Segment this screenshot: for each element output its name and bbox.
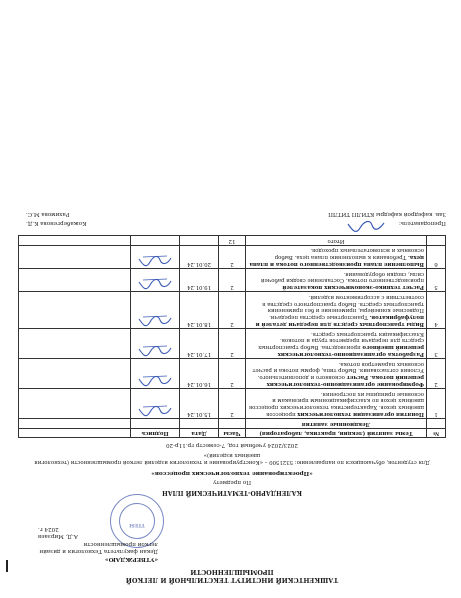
row-title: Формирование организационно-технологических решений потока. Расчет	[266, 374, 424, 387]
head-label: Зав. кафедрой кафедры КТИЛП ТИТЛП	[328, 210, 446, 217]
row-hours: 2	[219, 268, 246, 291]
approval-title: «УТВЕРЖДАЮ»	[105, 556, 158, 562]
row-num: 2	[427, 358, 446, 388]
row-topic	[246, 388, 427, 418]
total-row	[19, 235, 446, 245]
row-note	[19, 358, 131, 388]
row-body: процессов швейных цехов. Характеристика технологических процессов швейных цехов по классификационным признакам и основные принципы их построения.	[249, 390, 424, 417]
row-hours: 2	[219, 245, 246, 268]
col-topic: Темы занятий (лекции, практика, лаборатория)	[246, 428, 427, 438]
row-date: 17.01.24	[180, 328, 219, 358]
row-signature	[131, 245, 180, 268]
row-hours: 2	[219, 388, 246, 418]
col-sign: Подпись	[131, 428, 180, 438]
rotated-document	[18, 4, 446, 588]
subject-name: «Проектирование технологических процессов»	[151, 469, 313, 476]
col-hours: Часы	[219, 428, 246, 438]
approval-date: 2024 г.	[38, 525, 59, 532]
section-row	[19, 418, 446, 428]
row-note	[19, 292, 131, 329]
row-note	[19, 245, 131, 268]
row-note	[19, 328, 131, 358]
approval-area	[18, 500, 446, 562]
row-date: 18.01.24	[180, 292, 219, 329]
row-signature	[131, 292, 180, 329]
row-body: производства. Выбор транспортных средств для передачи предметов труда и потоков. Классификация транспортных средств.	[258, 330, 424, 351]
row-date: 16.01.24	[180, 358, 219, 388]
edge-mark	[6, 560, 8, 572]
row-num: 5	[427, 268, 446, 291]
institute-line-2: ПРОМЫШЛЕННОСТИ	[190, 568, 274, 576]
row-num: 3	[427, 328, 446, 358]
row-date: 19.01.24	[180, 268, 219, 291]
stamp-text: TTESI	[129, 522, 145, 527]
row-title: Виды транспортных средств для передачи деталей и полуфабрикатов.	[255, 314, 424, 327]
approval-block	[38, 524, 158, 562]
table-row	[19, 245, 446, 268]
teacher-name: Кожабергенова К.Д.	[26, 219, 87, 226]
row-note	[19, 268, 131, 291]
approval-name: А.Д. Мирзаев	[38, 533, 79, 540]
row-body: Транспортные средства передачи. Подвесные конвейеры, применение и без применения транспортных средств. Выбор транспортного средства в соответствии с ассортиментом изделий.	[262, 293, 424, 321]
institute-line-1: ТАШКЕНТСКИЙ ИНСТИТУТ ТЕКСТИЛЬНОЙ И ЛЕГКОЙ	[125, 576, 339, 584]
by-subject: По предмету	[212, 479, 252, 486]
signature-icon	[137, 313, 173, 327]
row-num: 1	[427, 388, 446, 418]
row-title: Разработка организационно-технологических решений швейного	[277, 344, 424, 357]
table-row	[19, 388, 446, 418]
section-label: Лекционные занятия	[246, 418, 427, 428]
institute-header	[18, 568, 446, 584]
row-body: Требования к выполнению плана цеха. Выбор основных и вспомогательных проходов.	[274, 247, 424, 261]
signature-icon	[137, 343, 173, 357]
row-topic	[246, 358, 427, 388]
teacher-label: Преподаватель:	[398, 219, 446, 226]
row-num: 4	[427, 292, 446, 329]
table-body	[19, 245, 446, 428]
row-signature	[131, 388, 180, 418]
col-note	[19, 428, 131, 438]
row-note	[19, 388, 131, 418]
row-body: производственного потока. Составление сводки рабочей силы, сводки оборудования.	[260, 270, 424, 284]
row-date: 15.01.24	[180, 388, 219, 418]
head-row	[18, 209, 446, 218]
head-name: Рахимова М.С.	[26, 210, 70, 217]
col-date: Дата	[180, 428, 219, 438]
row-hours: 2	[219, 358, 246, 388]
signature-icon	[137, 253, 173, 267]
table-row	[19, 268, 446, 291]
row-date: 20.01.24	[180, 245, 219, 268]
approval-line-2: легкой промышленности	[83, 540, 158, 547]
table-row	[19, 292, 446, 329]
row-title: Выполнение плана производственного потока и плана цеха.	[249, 254, 424, 267]
teacher-signature-icon	[346, 215, 386, 232]
teacher-row	[18, 218, 446, 227]
row-title: Расчет технико-экономических показателей	[282, 284, 424, 291]
row-topic	[246, 292, 427, 329]
row-topic	[246, 268, 427, 291]
row-signature	[131, 328, 180, 358]
approval-line-1: Декан факультета Технология и дизайн	[39, 548, 158, 555]
signature-icon	[137, 276, 173, 290]
total-label: Итого	[246, 235, 427, 245]
table-row	[19, 328, 446, 358]
row-signature	[131, 268, 180, 291]
signature-icon	[137, 373, 173, 387]
total-hours: 12	[219, 235, 246, 245]
row-topic	[246, 245, 427, 268]
row-topic	[246, 328, 427, 358]
col-num: №	[427, 428, 446, 438]
row-hours: 2	[219, 328, 246, 358]
intro-text: Для студентов, обучающихся по направлению: 5321500 – «Конструирование и технология изделий легкой промышленности (технология швейных изделий)»	[34, 452, 430, 466]
row-title: Понятия организации технологических	[297, 410, 424, 417]
table-header-row	[19, 428, 446, 438]
row-signature	[131, 358, 180, 388]
table-row	[19, 358, 446, 388]
plan-table	[18, 235, 446, 439]
row-num: 6	[427, 245, 446, 268]
year-line: 2023/2024 учебный год, 7-семестр гр.11р-20	[166, 442, 298, 449]
row-hours: 2	[219, 292, 246, 329]
signature-icon	[137, 403, 173, 417]
doc-title: КАЛЕНДАРНО-ТЕМАТИЧЕСКИЙ ПЛАН	[162, 489, 302, 496]
row-body: основного и дополнительного. Условия согласования. Выбор типа, формы потока и расчет основных параметров потока.	[252, 360, 424, 381]
footer	[18, 209, 446, 227]
